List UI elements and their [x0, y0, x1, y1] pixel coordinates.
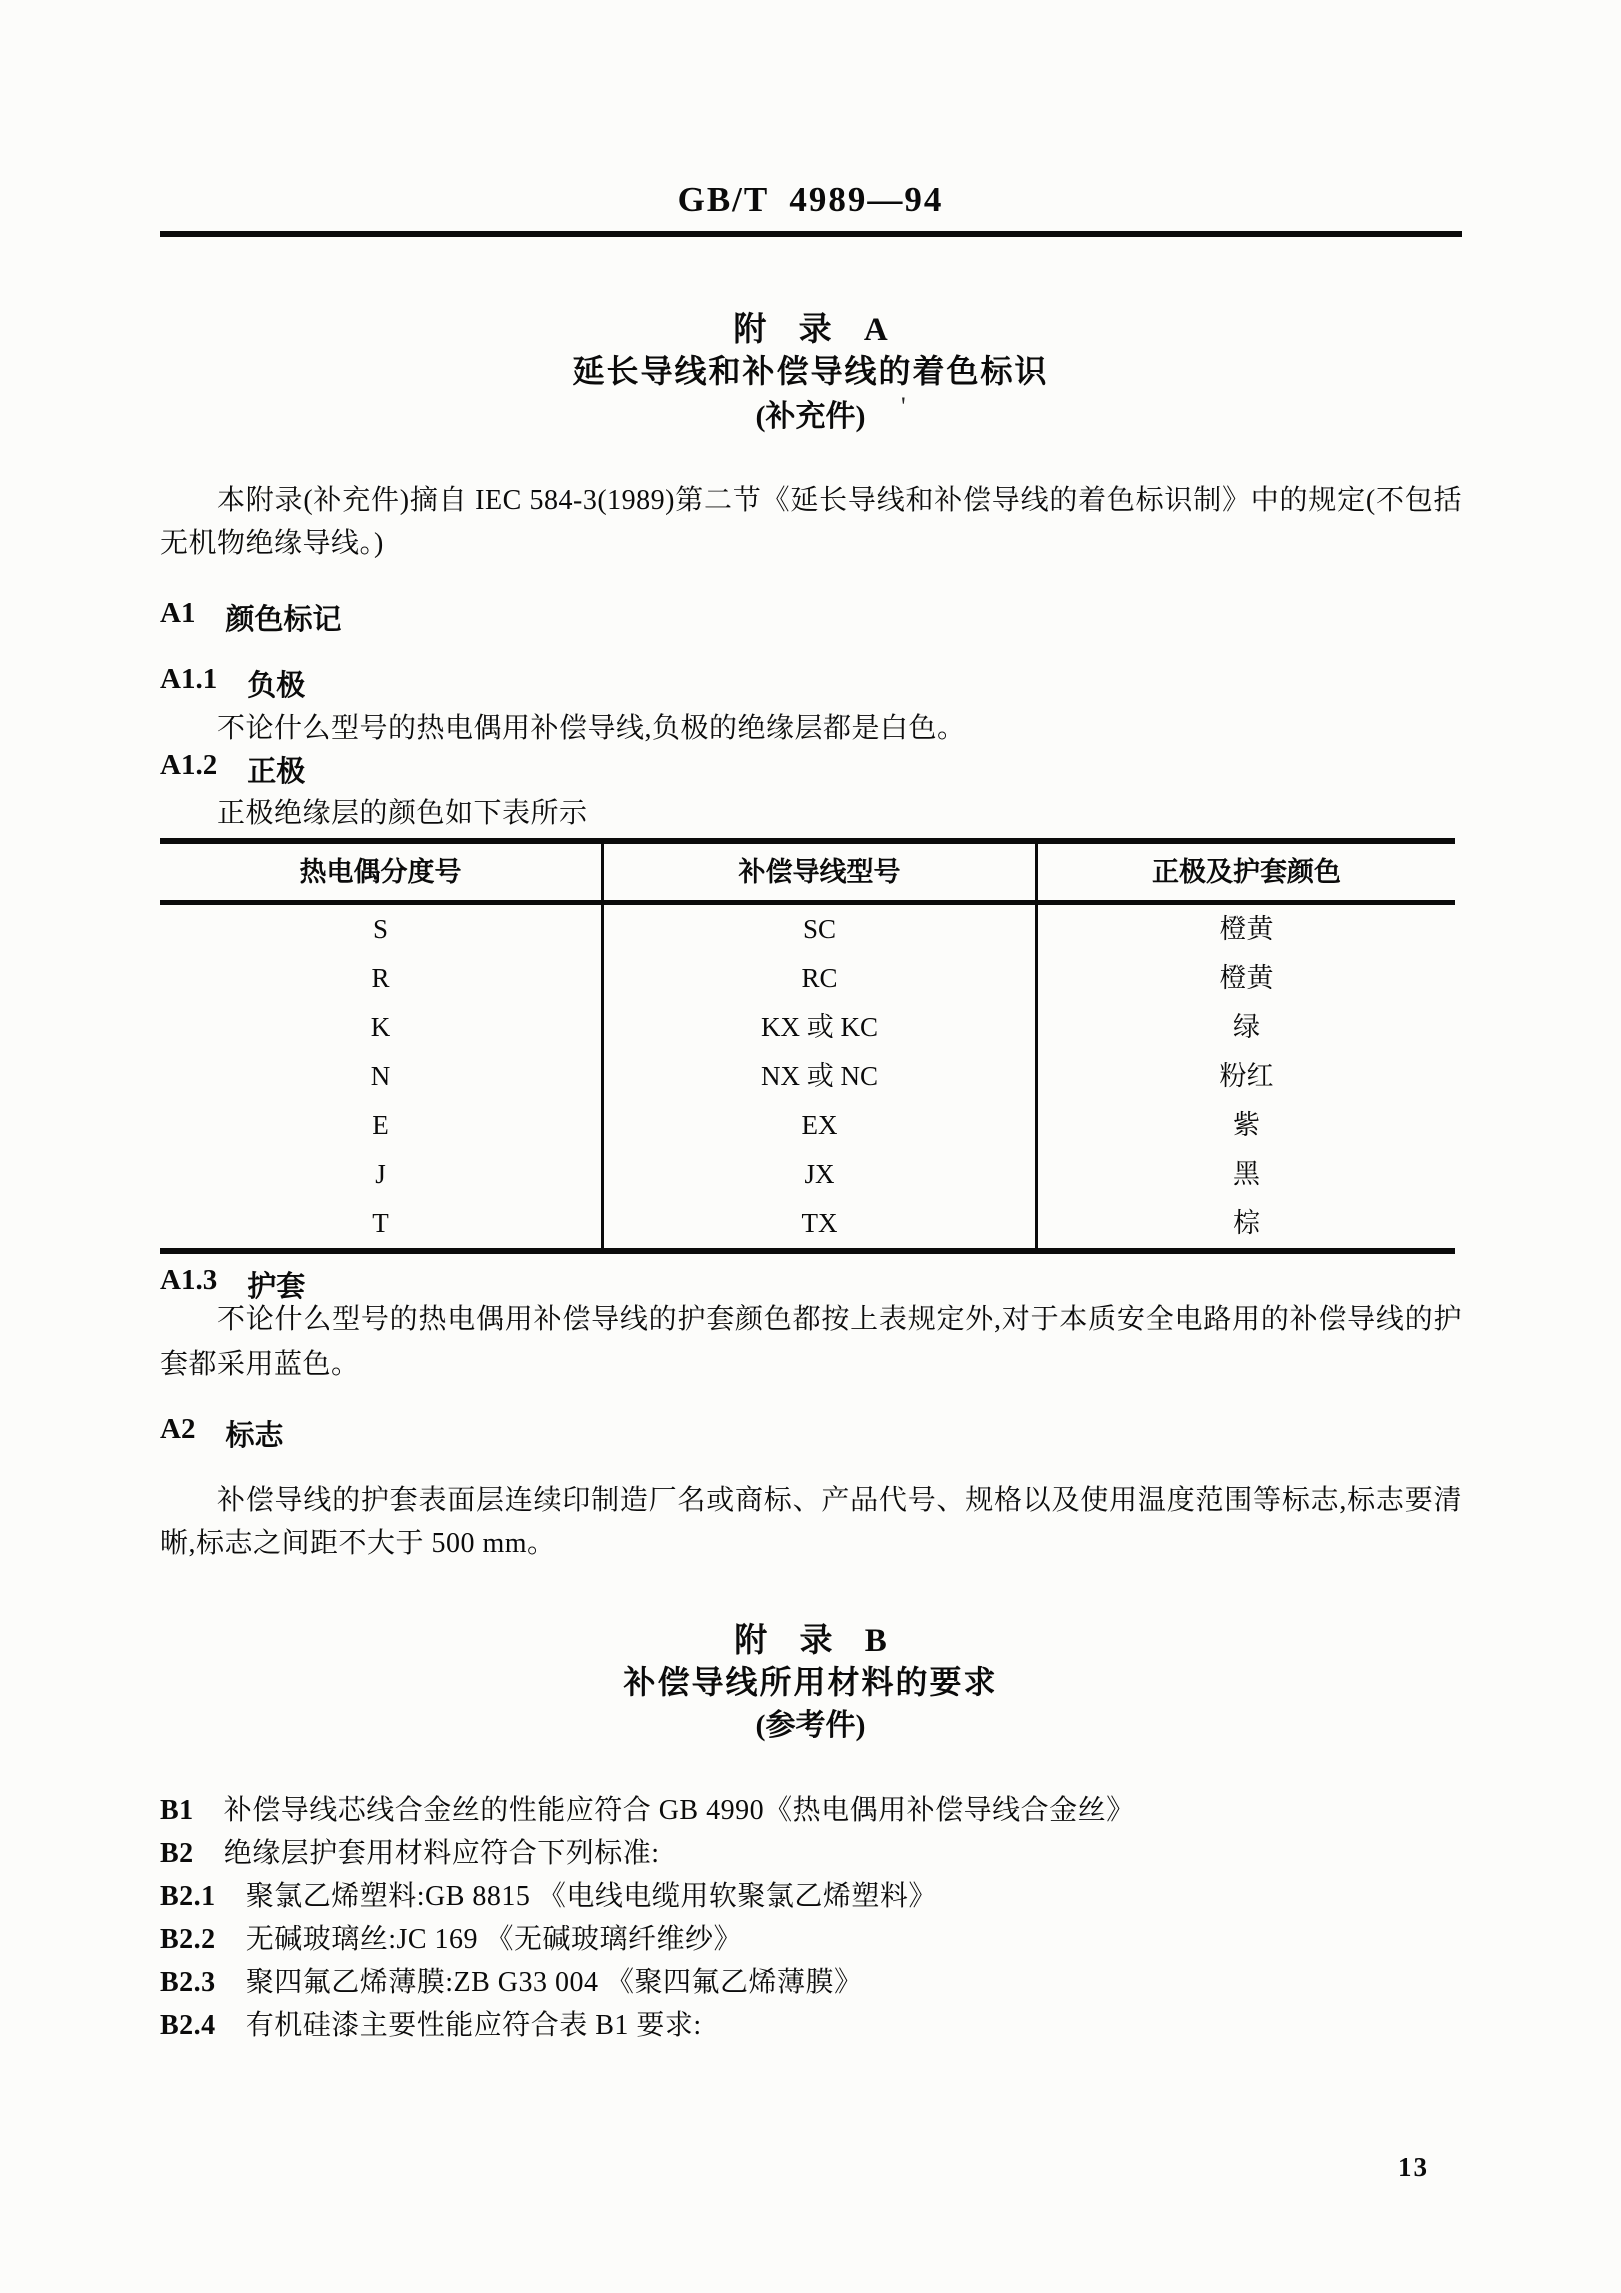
section-a1-2-title: 正极: [247, 756, 306, 788]
section-a1-heading: [160, 597, 341, 638]
table-cell: E: [160, 1101, 604, 1150]
table-cell: R: [160, 954, 604, 1003]
item-b2-1-text: 聚氯乙烯塑料:GB 8815 《电线电缆用软聚氯乙烯塑料》: [245, 1881, 937, 1912]
appendix-a-type-note: (补充件): [755, 400, 866, 433]
appendix-b-item: [160, 1789, 1462, 1832]
section-a1-1-number: A1.1: [160, 663, 218, 695]
table-cell: 紫: [1233, 1110, 1260, 1140]
section-a2-body: 补偿导线的护套表面层连续印制造厂名或商标、产品代号、规格以及使用温度范围等标志,标志要清晰,标志之间距不大于 500 mm。: [160, 1485, 1462, 1559]
section-a1-3-body: 不论什么型号的热电偶用补偿导线的护套颜色都按上表规定外,对于本质安全电路用的补偿导线的护套都采用蓝色。: [160, 1304, 1462, 1380]
item-b2-text: 绝缘层护套用材料应符合下列标准:: [223, 1838, 660, 1869]
table-cell: N: [160, 1052, 604, 1101]
table-cell: T: [160, 1199, 604, 1248]
table-header-cell: 热电偶分度号: [160, 844, 604, 905]
table-cell: TX: [604, 1199, 1038, 1248]
item-b2-3-text: 聚四氟乙烯薄膜:ZB G33 004 《聚四氟乙烯薄膜》: [245, 1967, 863, 1998]
section-a2-number: A2: [160, 1413, 196, 1445]
table-cell: K: [160, 1003, 604, 1052]
table-cell: 绿: [1233, 1012, 1260, 1042]
appendix-a-title: 延长导线和补偿导线的着色标识: [572, 353, 1049, 389]
section-a1-3-number: A1.3: [160, 1264, 218, 1296]
table-cell: 橙黄: [1219, 963, 1274, 993]
table-cell: NX 或 NC: [604, 1052, 1038, 1101]
table-cell: 棕: [1233, 1208, 1260, 1238]
table-header-cell: 补偿导线型号: [604, 844, 1038, 905]
stray-scan-mark: ': [901, 392, 906, 421]
appendix-a-intro-paragraph: 本附录(补充件)摘自 IEC 584-3(1989)第二节《延长导线和补偿导线的着色标识制》中的规定(不包括无机物绝缘导线。): [160, 485, 1462, 559]
table-cell: SC: [604, 905, 1038, 954]
standard-number: GB/T 4989—94: [677, 180, 944, 219]
section-a1-1-title: 负极: [247, 670, 306, 702]
appendix-b-title: 补偿导线所用材料的要求: [623, 1664, 998, 1700]
table-cell: S: [160, 905, 604, 954]
section-a1-title: 颜色标记: [225, 604, 342, 636]
table-header-cell: 正极及护套颜色: [1038, 844, 1455, 905]
appendix-a-label: 附 录 A: [733, 312, 888, 348]
table-cell: 橙黄: [1219, 914, 1274, 944]
table-cell: J: [160, 1150, 604, 1199]
section-a1-number: A1: [160, 597, 196, 629]
section-a1-1-body: 不论什么型号的热电偶用补偿导线,负极的绝缘层都是白色。: [217, 713, 966, 744]
table-cell: 黑: [1233, 1159, 1260, 1189]
page-number: 13: [1398, 2152, 1429, 2182]
header-rule: [160, 231, 1462, 237]
item-b2-1-number: B2.1: [160, 1881, 216, 1912]
item-b2-2-number: B2.2: [160, 1924, 216, 1955]
appendix-b-item: [160, 1832, 1462, 1875]
appendix-b-item: [160, 1875, 1462, 1918]
item-b1-text: 补偿导线芯线合金丝的性能应符合 GB 4990《热电偶用补偿导线合金丝》: [223, 1795, 1135, 1826]
section-a1-1-heading: [160, 663, 305, 704]
item-b1-number: B1: [160, 1795, 194, 1826]
section-a2-title: 标志: [225, 1420, 284, 1452]
table-cell: KX 或 KC: [604, 1003, 1038, 1052]
item-b2-2-text: 无碱玻璃丝:JC 169 《无碱玻璃纤维纱》: [245, 1924, 743, 1955]
section-a1-2-heading: [160, 749, 305, 790]
item-b2-4-text: 有机硅漆主要性能应符合表 B1 要求:: [245, 2010, 702, 2041]
section-a1-2-body: 正极绝缘层的颜色如下表所示: [217, 798, 588, 829]
section-a1-3-title: 护套: [247, 1271, 306, 1303]
item-b2-4-number: B2.4: [160, 2010, 216, 2041]
appendix-b-label: 附 录 B: [734, 1623, 887, 1659]
appendix-b-item: [160, 1961, 1462, 2004]
section-a1-2-number: A1.2: [160, 749, 218, 781]
appendix-b-type-note: (参考件): [755, 1709, 866, 1742]
table-cell: RC: [604, 954, 1038, 1003]
table-cell: 粉红: [1219, 1061, 1274, 1091]
item-b2-number: B2: [160, 1838, 194, 1869]
section-a2-heading: [160, 1413, 283, 1454]
item-b2-3-number: B2.3: [160, 1967, 216, 1998]
table-cell: EX: [604, 1101, 1038, 1150]
appendix-b-items: [160, 1789, 1462, 2047]
appendix-b-item: [160, 2004, 1462, 2047]
table-cell: JX: [604, 1150, 1038, 1199]
appendix-b-item: [160, 1918, 1462, 1961]
positive-wire-color-table: [160, 838, 1455, 1254]
